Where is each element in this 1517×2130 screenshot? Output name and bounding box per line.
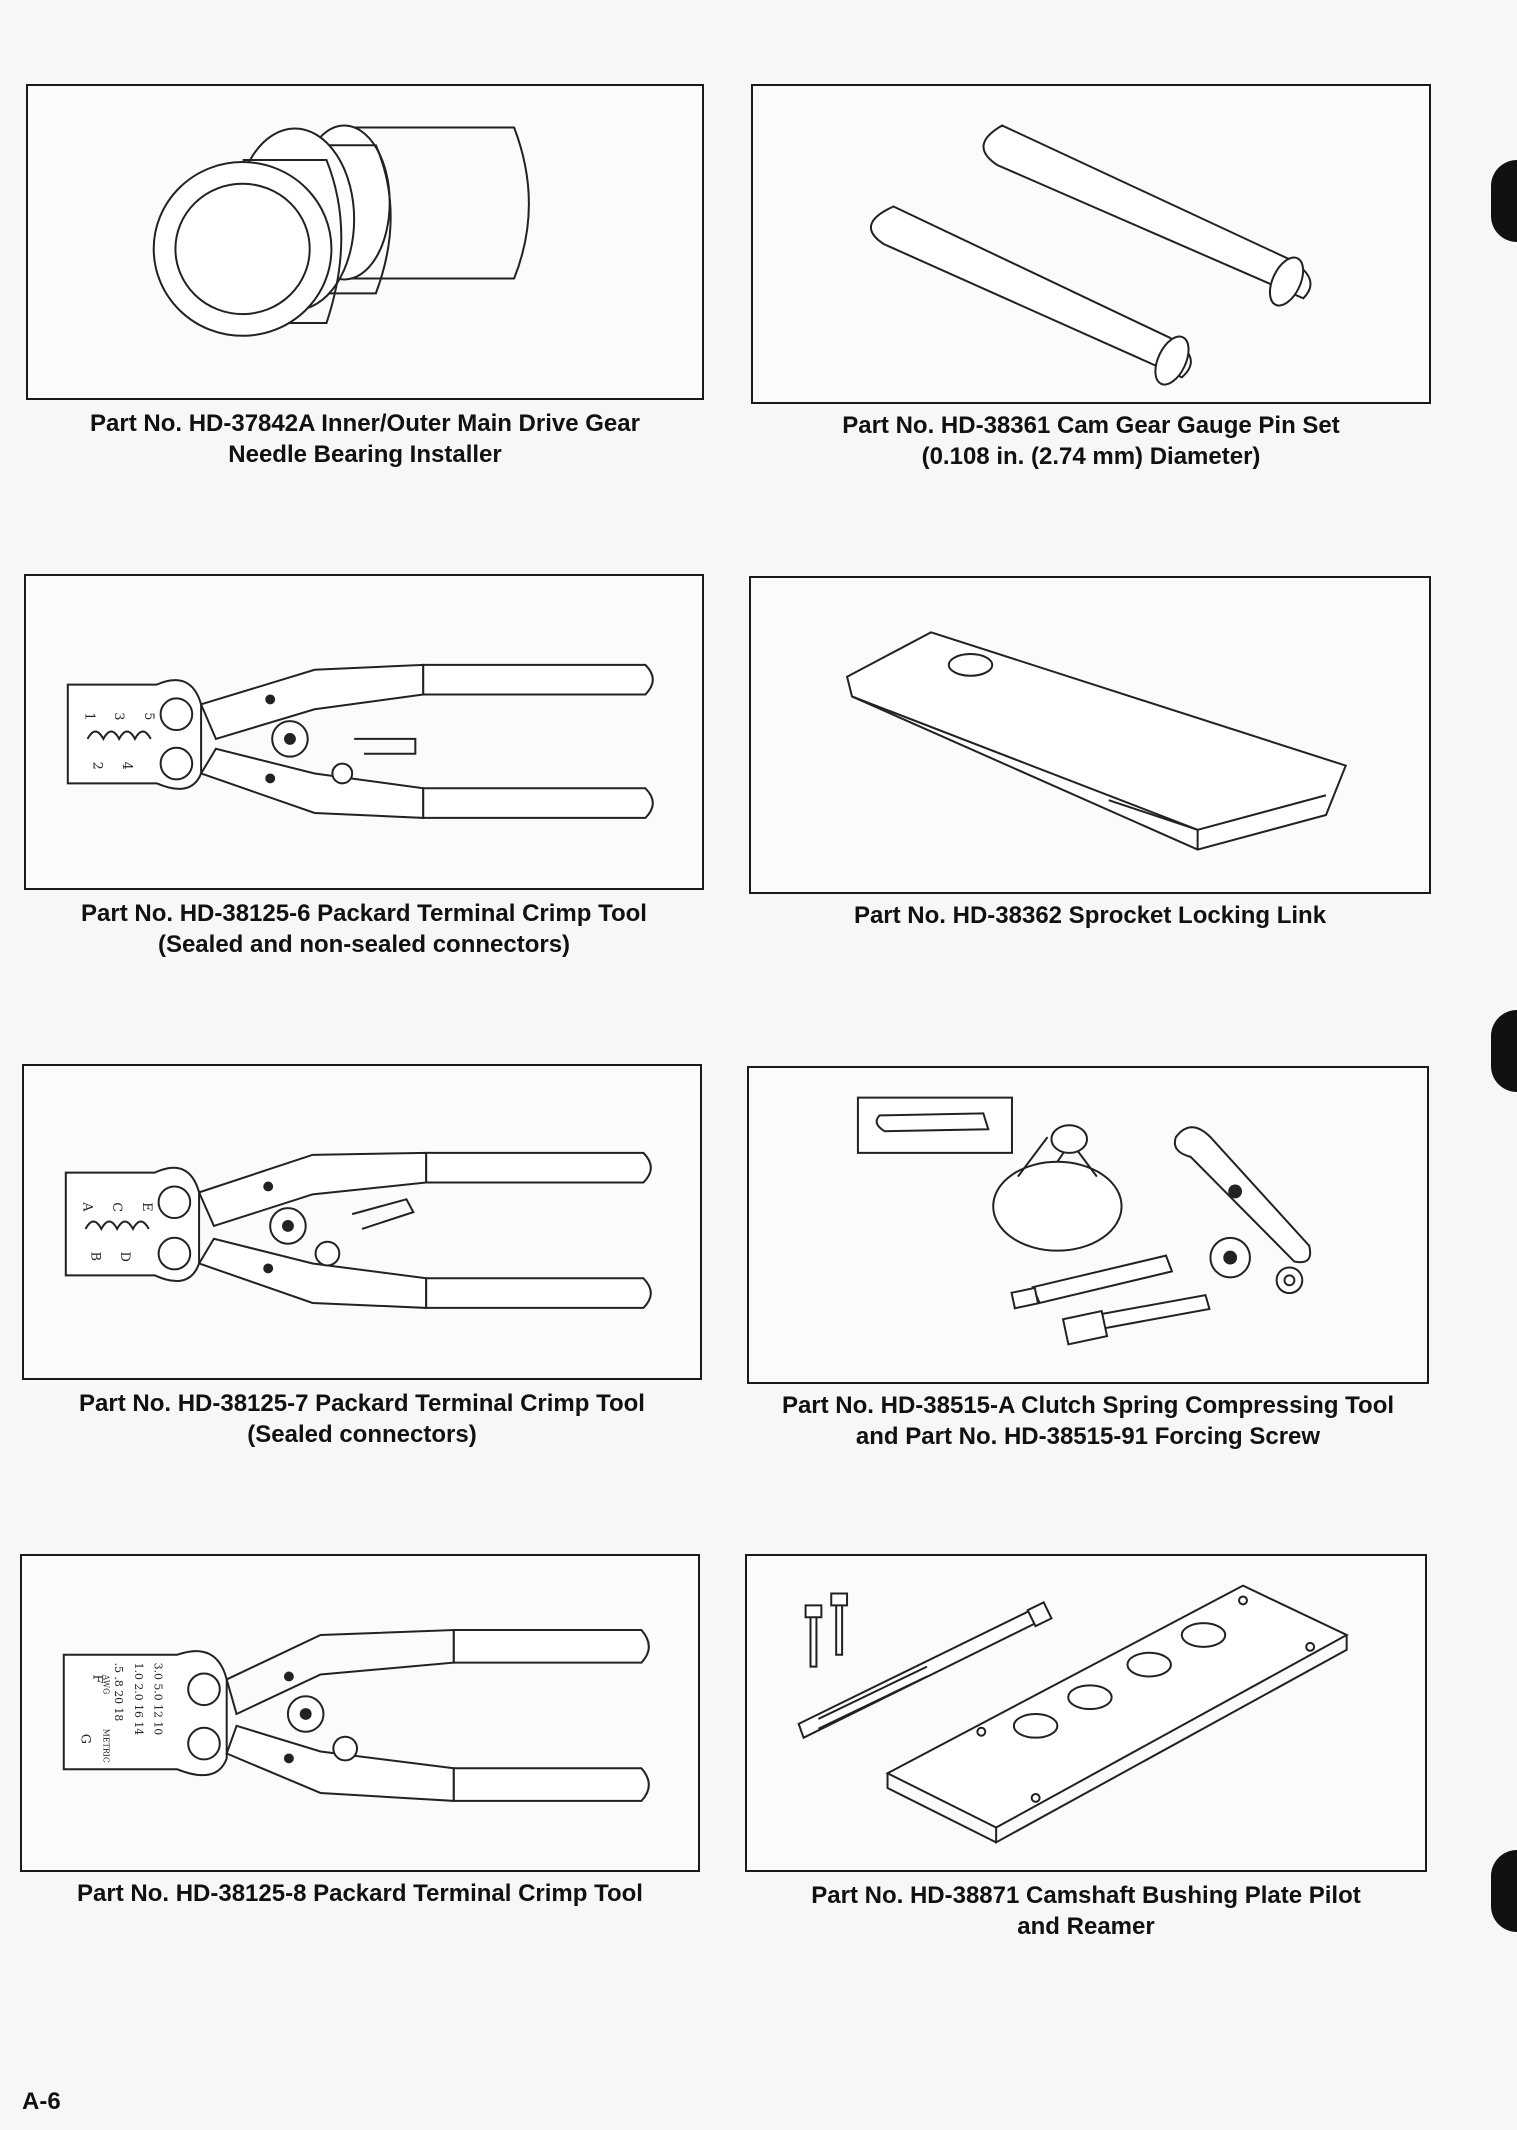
tool-figure-gauge-pin-set [751,84,1431,404]
crimp-7-label-e: E [138,1202,154,1212]
crimp-7-label-b: B [87,1251,103,1262]
crimp-8-label-g: G [77,1733,93,1744]
caption-hd-38361-line2: (0.108 in. (2.74 mm) Diameter) [921,443,1261,470]
caption-hd-38871-line1: Part No. HD-38871 Camshaft Bushing Plate Pilot [811,1882,1361,1909]
crimp-8-header-awg: AWG [101,1674,111,1695]
thumb-tab-top [1491,160,1517,242]
caption-hd-37842a-line2: Needle Bearing Installer [228,441,502,468]
crimp-8-header-metric: METRIC [101,1728,111,1763]
tool-figure-bearing-installer [26,84,704,400]
crimp-7-label-a: A [79,1202,95,1212]
camshaft-bushing-plate-illustration [747,1556,1425,1870]
crimp-8-label-f: F [89,1674,105,1684]
page-number: A-6 [22,2088,61,2115]
crimp-6-label-1: 1 [81,712,97,721]
crimp-6-label-5: 5 [140,712,156,721]
caption-hd-38125-6-line2: (Sealed and non-sealed connectors) [157,931,571,958]
crimp-6-label-4: 4 [119,761,135,770]
crimp-8-gauge-row-1: .5 .8 20 18 [112,1662,126,1722]
tool-figure-clutch-spring-compressor [747,1066,1429,1384]
crimp-tool-8-illustration [22,1556,698,1870]
tool-figure-crimp-tool-6 [24,574,704,890]
crimp-tool-6-illustration [26,576,702,888]
tool-figure-camshaft-bushing-plate [745,1554,1427,1872]
clutch-spring-compressor-illustration [749,1068,1427,1382]
crimp-7-label-c: C [109,1202,125,1213]
caption-hd-38515-a-line1: Part No. HD-38515-A Clutch Spring Compressing Tool [781,1392,1395,1419]
caption-hd-38125-7-line1: Part No. HD-38125-7 Packard Terminal Crimp Tool [79,1390,645,1417]
bearing-installer-illustration [28,86,702,398]
tool-figure-sprocket-locking-link [749,576,1431,894]
tool-figure-crimp-tool-7 [22,1064,702,1380]
caption-hd-38361-line1: Part No. HD-38361 Cam Gear Gauge Pin Set [842,412,1340,439]
thumb-tab-bottom [1491,1850,1517,1932]
crimp-7-label-d: D [117,1251,133,1262]
caption-hd-38125-7-line2: (Sealed connectors) [247,1421,477,1448]
caption-hd-38125-8: Part No. HD-38125-8 Packard Terminal Crimp Tool [77,1880,643,1907]
crimp-tool-7-illustration [24,1066,700,1378]
caption-hd-37842a-line1: Part No. HD-37842A Inner/Outer Main Drive Gear [90,410,640,437]
caption-hd-38362: Part No. HD-38362 Sprocket Locking Link [853,902,1327,929]
gauge-pin-set-illustration [753,86,1429,402]
crimp-8-gauge-row-3: 3.0 5.0 12 10 [151,1662,165,1736]
caption-hd-38515-a-line2: and Part No. HD-38515-91 Forcing Screw [855,1423,1321,1450]
crimp-6-label-3: 3 [111,712,127,721]
crimp-8-gauge-row-2: 1.0 2.0 16 14 [131,1662,145,1736]
thumb-tab-middle [1491,1010,1517,1092]
caption-hd-38871-line2: and Reamer [1017,1913,1155,1940]
crimp-6-label-2: 2 [89,761,105,770]
caption-hd-38125-6-line1: Part No. HD-38125-6 Packard Terminal Crimp Tool [81,900,647,927]
tool-figure-crimp-tool-8 [20,1554,700,1872]
sprocket-locking-link-illustration [751,578,1429,892]
